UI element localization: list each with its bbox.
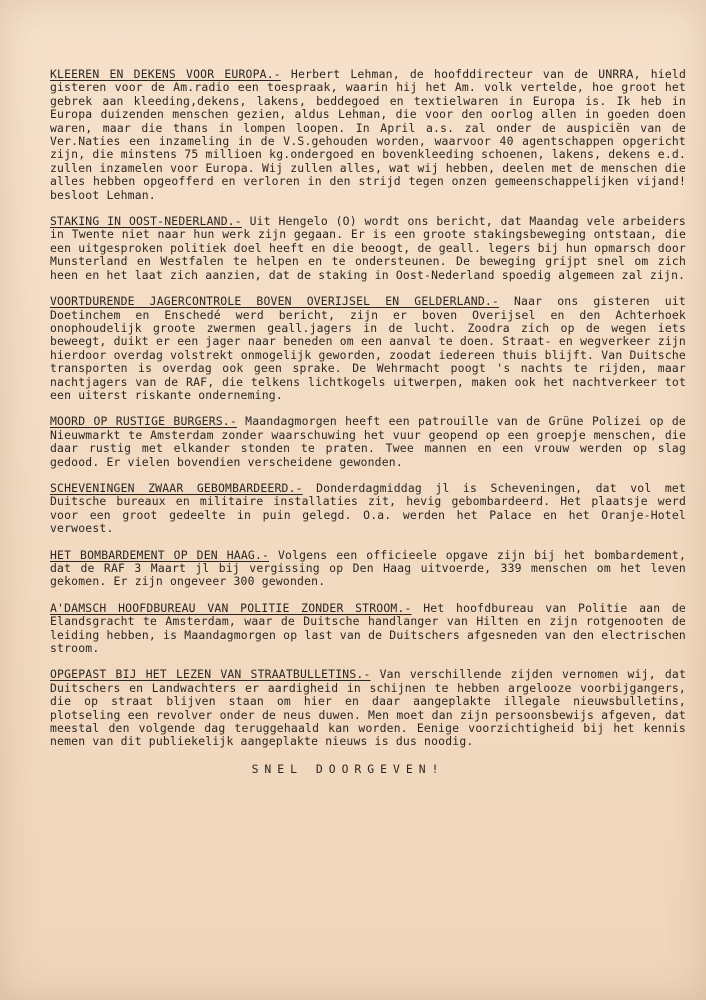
article-scheveningen-bombed <box>50 482 686 536</box>
article-strike-east-netherlands <box>50 215 686 282</box>
article-text <box>50 215 686 282</box>
closing-slogan: SNEL DOORGEVEN! <box>251 761 445 776</box>
article-body: Het hoofdbureau van Politie aan de Elandsgracht te Amsterdam, waar de Duitsche handlanger van Hilten en zijn rotgenooten de leiding hebben, is Maandagmorgen op last van de Duitschers afgesneden van den electrischen stroom. <box>50 600 686 656</box>
article-police-bureau <box>50 602 686 656</box>
article-body: Uit Hengelo (O) wordt ons bericht, dat Maandag vele arbeiders in Twente niet naar hun werk zijn gegaan. Er is een groote stakingsbeweging ontstaan, die een uitgesproken politiek doel heeft en die beoogt, de geall. legers bij hun opmarsch door Munsterland en Westfalen te helpen en te ondersteunen. De beweging grijpt snel om zich heen en het laat zich aanzien, dat de staking in Oost-Nederland spoedig algemeen zal zijn. <box>50 214 686 282</box>
article-text <box>50 295 686 402</box>
article-body: Maandagmorgen heeft een patrouille van de Grüne Polizei op de Nieuwmarkt te Amsterdam zonder waarschuwing het vuur geopend op een groepje menschen, die daar rustig met elkander stonden te praten. Twee mannen en een vrouw werden op slag gedood. Er vielen bovendien verscheidene gewonden. <box>50 414 686 469</box>
article-text <box>50 482 686 536</box>
article-body: Volgens een officieele opgave zijn bij het bombardement, dat de RAF 3 Maart jl bij vergissing op Den Haag uitvoerde, 339 menschen om het leven gekomen. Er zijn ongeveer 300 gewonden. <box>50 547 686 589</box>
article-text <box>50 602 686 656</box>
article-fighter-control <box>50 295 686 402</box>
article-text <box>50 68 686 202</box>
article-bombing-the-hague <box>50 549 686 589</box>
article-headline: VOORTDURENDE JAGERCONTROLE BOVEN OVERIJSEL EN GELDERLAND.- <box>50 294 499 309</box>
article-murder-citizens <box>50 415 686 469</box>
article-street-bulletins <box>50 668 686 748</box>
article-body: Herbert Lehman, de hoofddirecteur van de UNRRA, hield gisteren voor de Am.radio een toespraak, waarin hij het Am. volk vertelde, hoe groot het gebrek aan kleeding,dekens, lakens, beddegoed en textielwaren in Europa is. Ik heb in Europa duizenden menschen gezien, aldus Lehman, die voor den oorlog allen in goeden doen waren, maar die thans in lompen loopen. In April a.s. zal onder de auspiciën van de Ver.Naties een inzameling in de V.S.gehouden worden, waarvoor 40 agentschappen opgericht zijn, die minstens 75 millioen kg.ondergoed en bovenkleeding schoenen, lakens, dekens e.d. zullen inzamelen voor Europa. Wij zullen alles, wat wij hebben, deelen met de menschen die alles hebben opgeofferd en verloren in den strijd tegen onzen gemeenschappelijken vijand! besloot Lehman. <box>50 67 686 202</box>
article-headline: SCHEVENINGEN ZWAAR GEBOMBARDEERD.- <box>50 480 303 495</box>
article-headline: STAKING IN OOST-NEDERLAND.- <box>50 214 242 229</box>
article-text <box>50 415 686 469</box>
article-headline: MOORD OP RUSTIGE BURGERS.- <box>50 414 237 429</box>
article-text <box>50 549 686 589</box>
article-headline: HET BOMBARDEMENT OP DEN HAAG.- <box>50 547 270 562</box>
article-clothing-europe <box>50 68 686 202</box>
article-headline: KLEEREN EN DEKENS VOOR EUROPA.- <box>50 67 281 81</box>
article-headline: OPGEPAST BIJ HET LEZEN VAN STRAATBULLETINS.- <box>50 667 371 682</box>
article-text <box>50 668 686 748</box>
article-headline: A'DAMSCH HOOFDBUREAU VAN POLITIE ZONDER STROOM.- <box>50 600 412 615</box>
article-body: Naar ons gisteren uit Doetinchem en Enschedé werd bericht, zijn er boven Overijsel en den Achterhoek onophoudelijk groote zwermen geall.jagers in de lucht. Zoodra zich op de wegen iets beweegt, duikt er een jager naar beneden om een aanval te doen. Straat- en wegverkeer zijn hierdoor overdag volstrekt onmogelijk geworden, zoodat iedereen thuis blijft. Van Duitsche transporten is overdag ook geen sprake. De Wehrmacht poogt 's nachts te rijden, maar nachtjagers van de RAF, die telkens lichtkogels uitwerpen, maken ook het nachtverkeer tot een uiterst riskante onderneming. <box>50 294 686 402</box>
article-body: Van verschillende zijden vernomen wij, dat Duitschers en Landwachters er aardigheid in schijnen te hebben argelooze voorbijgangers, die op straat blijven staan om hier en daar aangeplakte illegale nieuwsbulletins, plotseling een revolver onder de neus duwen. Men moet dan zijn persoonsbewijs afgeven, dat meestal den volgende dag teruggehaald kan worden. Eenige voorzichtigheid bij het kennis nemen van dit publiekelijk aangeplakte nieuws is dus noodig. <box>50 667 686 749</box>
article-body: Donderdagmiddag jl is Scheveningen, dat vol met Duitsche bureaux en militaire installaties zit, hevig gebombardeerd. Het plaatsje werd voor een groot gedeelte in puin gelegd. O.a. werden het Palace en het Oranje-Hotel verwoest. <box>50 480 686 536</box>
